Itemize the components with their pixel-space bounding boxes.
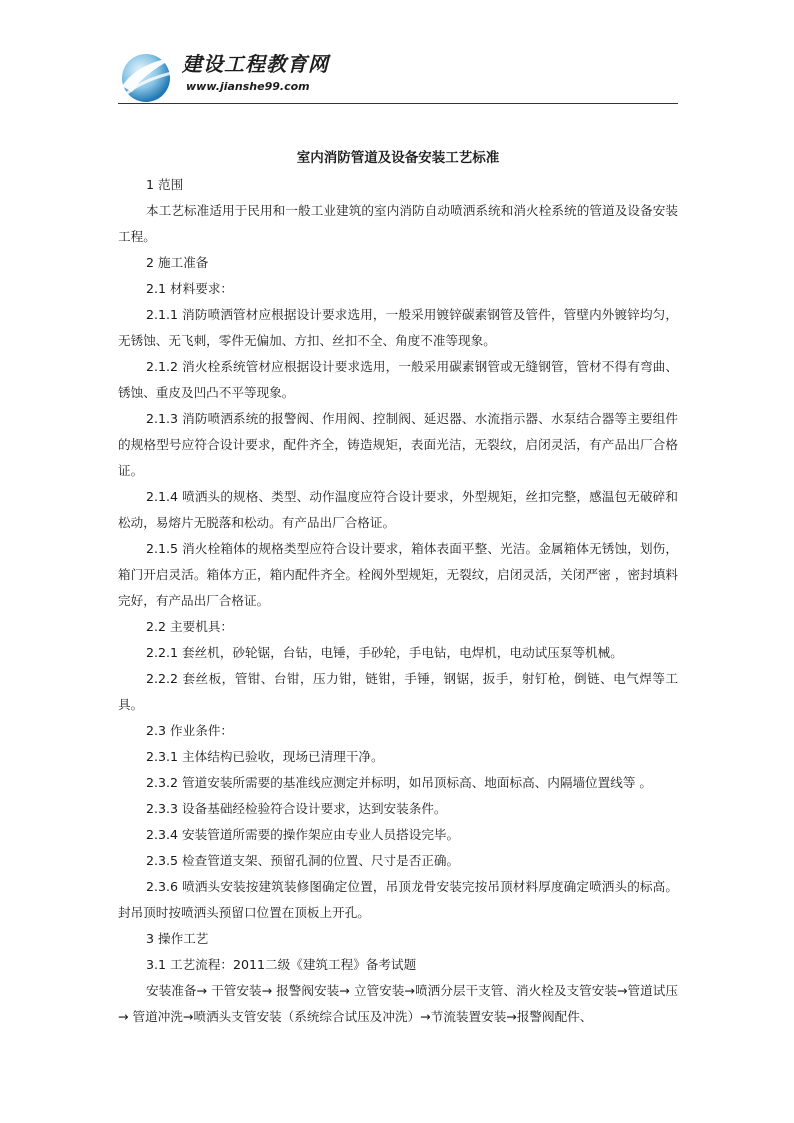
paragraph: 2.1.1 消防喷洒管材应根据设计要求选用，一般采用镀锌碳素钢管及管件，管壁内外镀锌均匀，无锈蚀、无飞刺，零件无偏加、方扣、丝扣不全、角度不准等现象。: [118, 307, 678, 348]
site-header: [118, 40, 678, 106]
site-name: 建设工程教育网: [182, 52, 329, 76]
paragraph: 2.1.5 消火栓箱体的规格类型应符合设计要求，箱体表面平整、光洁。金属箱体无锈蚀，划伤，箱门开启灵活。箱体方正，箱内配件齐全。栓阀外型规矩，无裂纹，启闭灵活，关闭严密 ，密封填料完好，有产品出厂合格证。: [118, 541, 678, 608]
paragraph: 2.3.2 管道安装所需要的基准线应测定并标明，如吊顶标高、地面标高、内隔墙位置线等 。: [146, 775, 653, 790]
paragraph: 2.3.4 安装管道所需要的操作架应由专业人员搭设完毕。: [146, 827, 460, 842]
paragraph: 2.3 作业条件：: [146, 723, 234, 738]
paragraph: 3 操作工艺: [146, 931, 209, 946]
paragraph: 本工艺标准适用于民用和一般工业建筑的室内消防自动喷洒系统和消火栓系统的管道及设备安装工程。: [118, 203, 678, 244]
document-title: 室内消防管道及设备安装工艺标准: [296, 150, 500, 166]
paragraph: 3.1 工艺流程：2011二级《建筑工程》备考试题: [146, 957, 417, 972]
paragraph: 2.3.1 主体结构已验收，现场已清理干净。: [146, 749, 384, 764]
paragraph: 2.2 主要机具：: [146, 619, 234, 634]
paragraph: 2.1.3 消防喷洒系统的报警阀、作用阀、控制阀、延迟器、水流指示器、水泵结合器等主要组件的规格型号应符合设计要求，配件齐全，铸造规矩，表面光洁，无裂纹，启闭灵活，有产品出厂合格证。: [118, 411, 678, 478]
document-body: [118, 148, 678, 1030]
globe-swoosh-icon: [118, 46, 180, 104]
paragraph: 2.3.6 喷洒头安装按建筑装修图确定位置，吊顶龙骨安装完按吊顶材料厚度确定喷洒头的标高。封吊顶时按喷洒头预留口位置在顶板上开孔。: [118, 879, 678, 920]
paragraph: 2.3.3 设备基础经检验符合设计要求，达到安装条件。: [146, 801, 447, 816]
paragraph: 2.1 材料要求：: [146, 281, 234, 296]
site-url[interactable]: www.jianshe99.com: [186, 80, 310, 93]
paragraph: 2.1.2 消火栓系统管材应根据设计要求选用，一般采用碳素钢管或无缝钢管，管材不得有弯曲、锈蚀、重皮及凹凸不平等现象。: [118, 359, 678, 400]
paragraph: 2.2.1 套丝机，砂轮锯，台钻，电锤，手砂轮，手电钻，电焊机，电动试压泵等机械。: [146, 645, 623, 660]
paragraph: 2.2.2 套丝板，管钳、台钳，压力钳，链钳，手锤，钢锯，扳手，射钉枪，倒链、电气焊等工具。: [118, 671, 678, 712]
paragraph: 安装准备→ 干管安装→ 报警阀安装→ 立管安装→喷洒分层干支管、消火栓及支管安装→管道试压→ 管道冲洗→喷洒头支管安装（系统综合试压及冲洗）→节流装置安装→报警阀配件、: [118, 983, 678, 1024]
paragraph: 1 范围: [146, 177, 184, 192]
paragraph: 2 施工准备: [146, 255, 209, 270]
header-divider: [118, 103, 678, 104]
paragraph: 2.1.4 喷洒头的规格、类型、动作温度应符合设计要求，外型规矩，丝扣完整，感温包无破碎和松动，易熔片无脱落和松动。有产品出厂合格证。: [118, 489, 678, 530]
paragraph: 2.3.5 检查管道支架、预留孔洞的位置、尺寸是否正确。: [146, 853, 460, 868]
